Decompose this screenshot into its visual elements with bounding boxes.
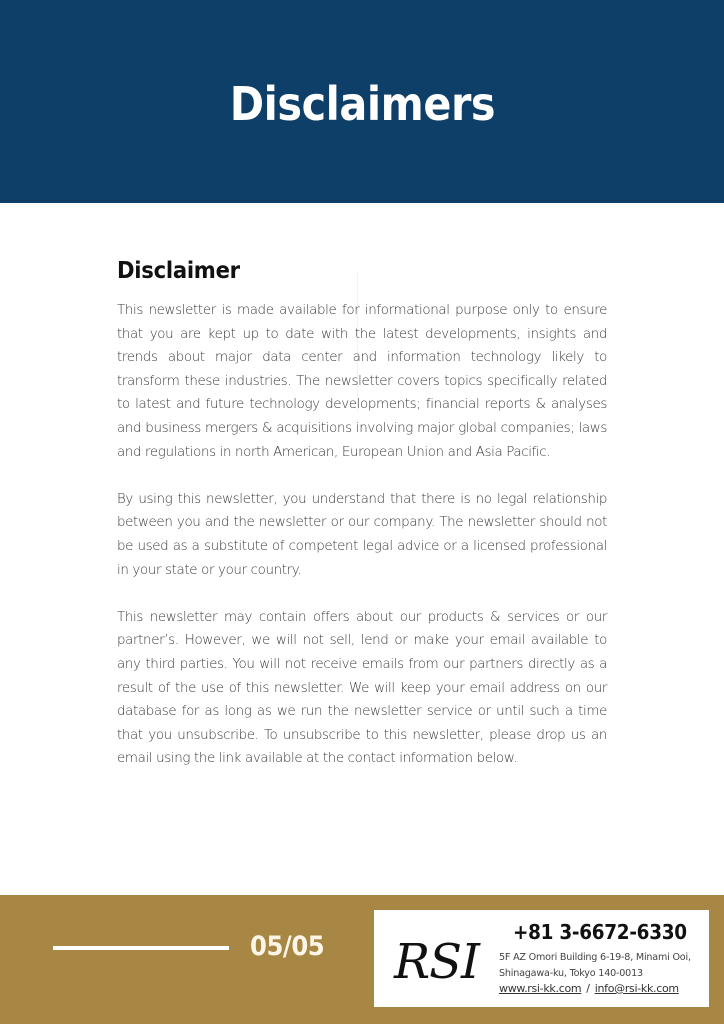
page-number: 05/05 [250,931,325,962]
phone-number: +81 3-6672-6330 [513,920,687,944]
section-heading: Disclaimer [117,258,240,284]
email-link[interactable]: info@rsi-kk.com [594,982,679,995]
rsi-logo: RSI [394,934,479,990]
contact-links [499,982,679,995]
address-line-1: 5F AZ Omori Building 6-19-8, Minami Ooi, [499,952,691,963]
paragraph-legal-relationship: By using this newsletter, you understand that there is no legal relationship between you and the newsletter or our company. The newsletter should not be used as a substitute of competent legal advice or a licensed professional in your state or your country. [117,491,607,578]
paragraph-email-privacy: This newsletter may contain offers about our products & services or our partner’s. However, we will not sell, lend or make your email available to any third parties. You will not receive emails from our partners directly as a result of the use of this newsletter. We will keep your email address on our database for as long as we run the newsletter service or until such a time that you unsubscribe. To unsubscribe to this newsletter, please drop us an email using the link available at the contact information below. [117,609,607,767]
disclaimer-section [117,253,607,794]
website-link[interactable]: www.rsi-kk.com [499,982,582,995]
page-title: Disclaimers [229,76,495,131]
address [499,950,691,982]
link-separator: / [586,982,590,995]
footer-rule [53,946,229,950]
contact-card [374,910,709,1007]
page-footer [0,895,724,1024]
address-line-2: Shinagawa-ku, Tokyo 140-0013 [499,968,643,979]
page-header [0,0,724,203]
paragraph-informational-purpose: This newsletter is made available for informational purpose only to ensure that you are kept up to date with the latest developments, insights and trends about major data center and information technology likely to transform these industries. The newsletter covers topics specifically related to latest and future technology developments; financial reports & analyses and business mergers & acquisitions involving major global companies; laws and regulations in north American, European Union and Asia Pacific. [117,303,607,460]
